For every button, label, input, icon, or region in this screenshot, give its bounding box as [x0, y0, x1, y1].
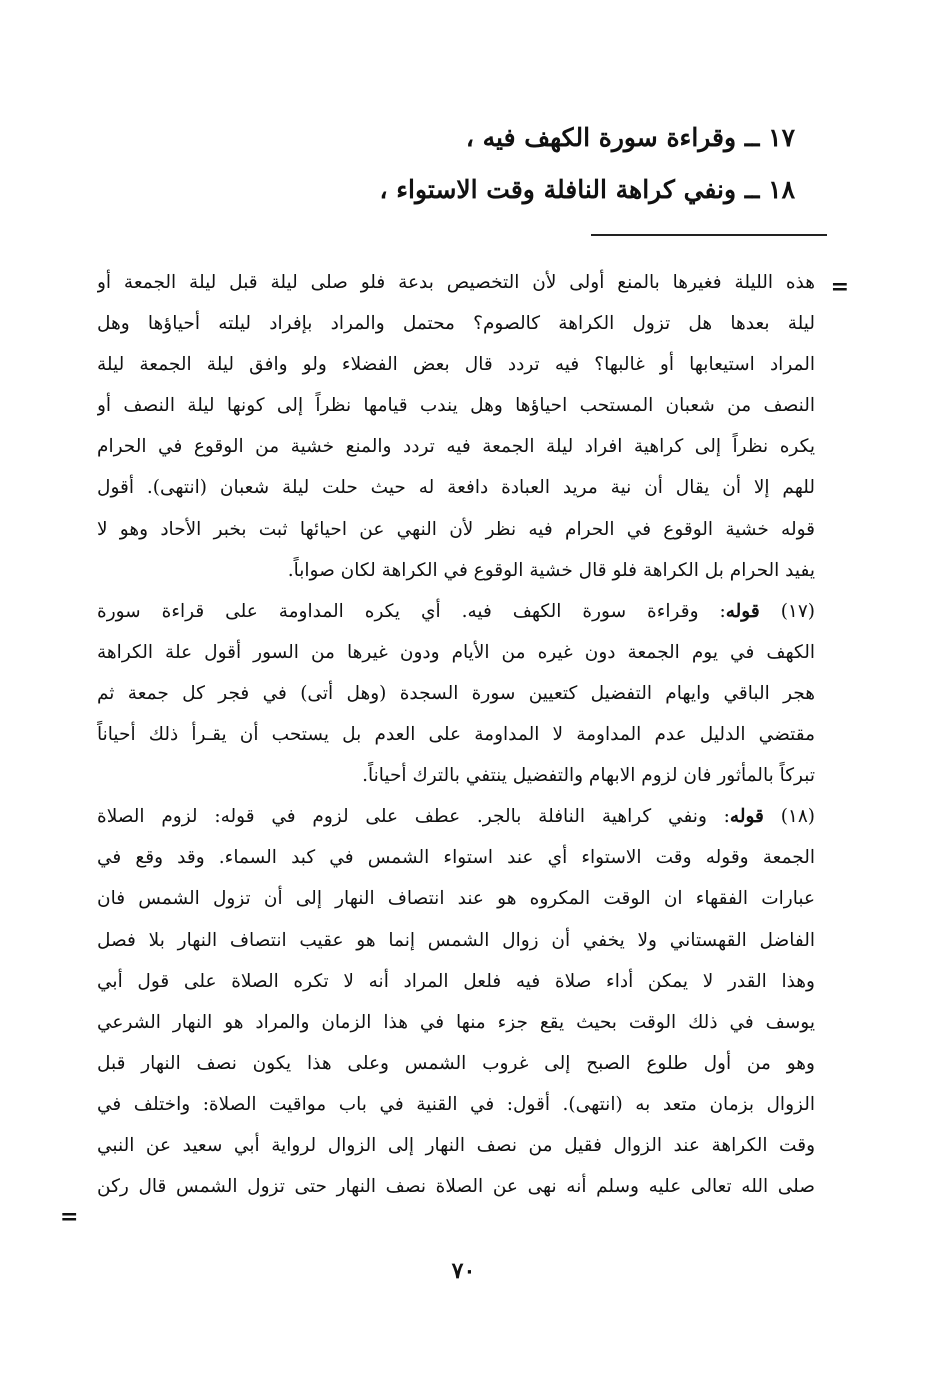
footnote-text: هذه الليلة فغيرها بالمنع أولى لأن التخصيص بدعة فلو صلى ليلة قبل ليلة الجمعة أو [97, 272, 815, 293]
footnote-line [97, 961, 815, 1002]
footnote-text: يوسف في ذلك الوقت بحيث يقع جزء منها في هذا الزمان والمراد هو النهار الشرعي [97, 1011, 815, 1033]
footnote-text: يكره نظراً إلى كراهية افراد ليلة الجمعة فيه تردد والمنع خشية من الوقوع في الحرام [97, 436, 815, 458]
item-18-heading: ١٨ ــ ونفي كراهة النافلة وقت الاستواء ، [379, 175, 795, 204]
footnote-line [97, 550, 815, 591]
footnote-line [97, 1084, 815, 1125]
footnote-keyword: قوله [725, 600, 760, 622]
footnote-text: وقت الكراهة عند الزوال فقيل من نصف النهار إلى الزوال لرواية أبي سعيد عن النبي [97, 1134, 815, 1156]
footnote-line [97, 878, 815, 919]
footnote-text: تبركاً بالمأثور فان لزوم الابهام والتفضيل ينتفي بالترك أحياناً. [362, 765, 815, 787]
footnote-block [97, 262, 815, 1207]
footnote-text: الزوال بزمان متعد به (انتهى). أقول: في القنية في باب مواقيت الصلاة: واختلف في [97, 1093, 815, 1115]
footnote-text: قوله خشية الوقوع في الحرام فيه نظر لأن النهي عن احيائها ثبت بخبر الأحاد وهو لا [97, 518, 815, 540]
footnote-text: للهم إلا أن يقال أن نية مريد العبادة دافعة له حيث حلت ليلة شعبان (انتهى). أقول [97, 477, 815, 499]
footnote-text: يفيد الحرام بل الكراهة فلو قال خشية الوقوع في الكراهة لكان صواباً. [287, 559, 815, 581]
footnote-text: الفاضل القهستاني ولا يخفي أن زوال الشمس إنما هو عقيب انتصاف النهار بلا فصل [97, 929, 815, 951]
footnote-text: النصف من شعبان المستحب احياؤها وهل يندب قيامها نظراً إلى كونها ليلة النصف أو [97, 395, 815, 417]
footnote-text: وهو من أول طلوع الصبح إلى غروب الشمس وعلى هذا يكون نصف النهار قبل [97, 1052, 815, 1074]
footnote-text: صلى الله تعالى عليه وسلم أنه نهى عن الصلاة نصف النهار حتى تزول الشمس قال ركن [97, 1176, 815, 1198]
footnote-text: : وقراءة سورة الكهف فيه. أي يكره المداومة على قراءة سورة [97, 600, 726, 622]
footnote-line [97, 796, 815, 837]
footnote-text: الكهف في يوم الجمعة دون غيره من الأيام ودون غيرها من السور أقول علة الكراهة [97, 641, 815, 663]
footnote-line [97, 303, 815, 344]
footnote-line [97, 755, 815, 796]
footnote-line [97, 837, 815, 878]
footnote-text: المراد استيعابها أو غالبها؟ فيه تردد قال بعض الفضلاء ولو وافق ليلة الجمعة ليلة [97, 354, 815, 376]
footnote-line [97, 1125, 815, 1166]
footnote-line [97, 673, 815, 714]
footnote-text: هجر الباقي وايهام التفضيل كتعيين سورة السجدة (وهل أتى) في فجر كل جمعة ثم [97, 682, 815, 704]
footnote-number: (١٨) [780, 806, 815, 828]
footnote-line [97, 920, 815, 961]
footnote-line [97, 385, 815, 426]
continuation-mark-start: = [830, 274, 849, 300]
footnote-line [97, 426, 815, 467]
footnote-line [97, 262, 815, 303]
footnote-line [97, 632, 815, 673]
footnote-separator [591, 234, 827, 236]
footnote-text: ليلة بعدها هل تزول الكراهة كالصوم؟ محتمل والمراد بإفراد ليلته أحياؤها وهل [97, 313, 815, 335]
footnote-text: الجمعة وقوله وقت الاستواء أي عند استواء الشمس في كبد السماء. وقد وقع في [97, 847, 815, 869]
continuation-mark-end: = [60, 1204, 79, 1230]
footnote-line [97, 467, 815, 508]
footnote-line [97, 591, 815, 632]
footnote-text: عبارات الفقهاء ان الوقت المكروه هو عند انتصاف النهار إلى أن تزول الشمس فان [97, 888, 815, 910]
page-number: ٧٠ [451, 1258, 476, 1284]
footnote-number: (١٧) [780, 600, 815, 622]
main-text-items [235, 112, 795, 216]
footnote-line [97, 509, 815, 550]
footnote-line [97, 714, 815, 755]
footnote-text: وهذا القدر لا يمكن أداء صلاة فيه فلعل المراد أنه لا تكره الصلاة على قول أبي [97, 970, 815, 992]
footnote-line [97, 1043, 815, 1084]
footnote-line [97, 344, 815, 385]
footnote-keyword: قوله [729, 806, 764, 828]
footnote-text: : ونفي كراهية النافلة بالجر. عطف على لزوم في قوله: لزوم الصلاة [97, 806, 730, 828]
footnote-line [97, 1166, 815, 1207]
item-17-heading: ١٧ ــ وقراءة سورة الكهف فيه ، [465, 123, 795, 152]
footnote-line [97, 1002, 815, 1043]
footnote-text: مقتضي الدليل عدم المداومة لا المداومة على العدم بل يستحب أن يقـرأ ذلك أحياناً [97, 724, 815, 746]
